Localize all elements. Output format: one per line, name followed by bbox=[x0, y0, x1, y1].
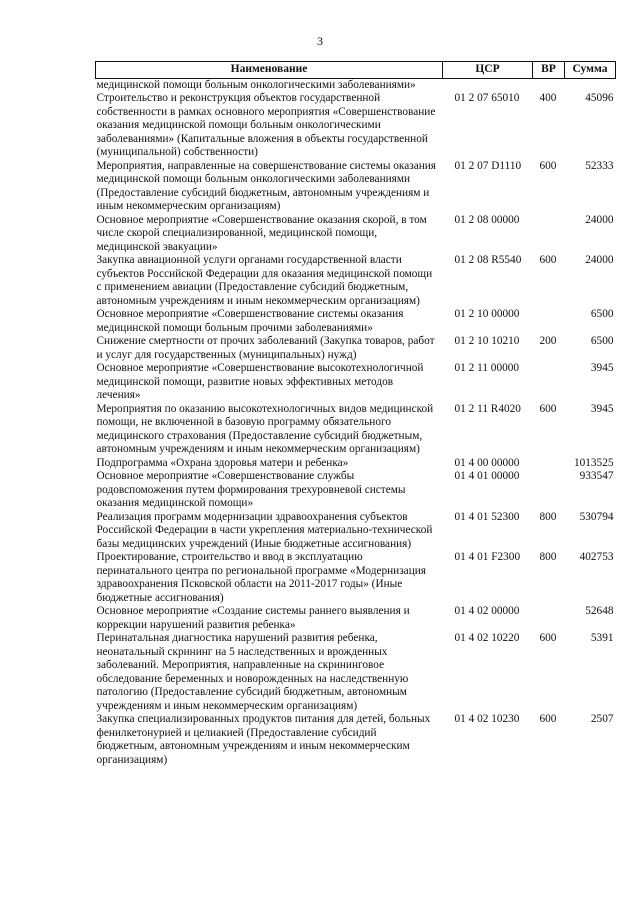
cell-code: 01 2 10 10210 bbox=[454, 335, 520, 347]
header-sum: Сумма bbox=[565, 62, 616, 79]
cell-code: 01 2 07 65010 bbox=[454, 92, 520, 104]
cell-sum: 933547 bbox=[579, 470, 614, 482]
cell-vr bbox=[533, 605, 565, 632]
cell-vr bbox=[533, 214, 565, 255]
cell-name: Основное мероприятие «Совершенствование системы оказания медицинской помощи больным прочими заболеваниями» bbox=[96, 308, 404, 334]
cell-code: 01 4 01 F2300 bbox=[454, 551, 521, 563]
cell-name: Проектирование, строительство и ввод в эксплуатацию перинатального центра по региональной программе «Модернизация здравоохранения Псковской области на 2011-2017 годы» (Иные бюджетные ассигнования) bbox=[96, 551, 426, 604]
cell-code: 01 2 11 R4020 bbox=[454, 402, 521, 415]
cell-code: 01 4 02 10230 bbox=[454, 713, 520, 725]
table-row bbox=[96, 78, 616, 92]
cell-code: 01 2 08 00000 bbox=[454, 213, 520, 226]
header-vr: ВР bbox=[533, 62, 565, 79]
table-row bbox=[96, 470, 616, 511]
cell-name: Снижение смертности от прочих заболеваний (Закупка товаров, работ и услуг для государственных (муниципальных) нужд) bbox=[96, 335, 435, 361]
table-header-row bbox=[96, 62, 616, 79]
cell-vr: 800 bbox=[539, 510, 557, 523]
table-row bbox=[96, 254, 616, 308]
cell-sum: 52333 bbox=[585, 159, 614, 172]
cell-code: 01 2 08 R5540 bbox=[454, 254, 522, 266]
table-row bbox=[96, 403, 616, 457]
cell-code: 01 4 01 52300 bbox=[454, 510, 520, 523]
cell-code: 01 2 07 D1110 bbox=[454, 159, 522, 172]
cell-code: 01 2 11 00000 bbox=[454, 362, 520, 374]
cell-code: 01 4 00 00000 bbox=[454, 456, 520, 469]
cell-name: Закупка авиационной услуги органами государственной власти субъектов Российской Федерации для оказания медицинской помощи с применением авиации (Предоставление субсидий бюджетным, автономным учреждениям и иным некоммерческим организациям) bbox=[96, 254, 433, 307]
cell-vr bbox=[533, 457, 565, 471]
table-row bbox=[96, 632, 616, 713]
cell-name: Основное мероприятие «Создание системы раннего выявления и коррекции нарушений развития ребенка» bbox=[96, 605, 410, 631]
header-code: ЦСР bbox=[443, 62, 533, 79]
cell-sum: 45096 bbox=[585, 92, 614, 104]
cell-vr: 600 bbox=[539, 632, 557, 644]
table-row bbox=[96, 362, 616, 403]
table-row bbox=[96, 457, 616, 471]
cell-sum: 3945 bbox=[590, 362, 614, 374]
cell-sum: 402753 bbox=[579, 551, 614, 563]
table-row bbox=[96, 551, 616, 605]
table-row bbox=[96, 160, 616, 214]
cell-vr: 400 bbox=[539, 92, 557, 104]
budget-table bbox=[95, 61, 616, 767]
cell-name: медицинской помощи больным онкологическими заболеваниями» bbox=[96, 78, 416, 91]
cell-sum: 2507 bbox=[590, 713, 614, 725]
cell-sum: 6500 bbox=[590, 308, 614, 320]
cell-sum: 6500 bbox=[590, 335, 614, 347]
cell-code: 01 4 01 00000 bbox=[454, 470, 520, 482]
cell-name: Перинатальная диагностика нарушений развития ребенка, неонатальный скрининг на 5 наследственных и врожденных заболеваний. Мероприятия, направленные на скрининговое обследование беременных и новорожденных на наследственную патологию (Предоставление субсидий бюджетным, автономным учреждениям и иным некоммерческим организациям) bbox=[96, 632, 409, 712]
cell-sum: 3945 bbox=[590, 402, 614, 415]
cell-sum: 24000 bbox=[585, 213, 614, 226]
cell-sum: 52648 bbox=[585, 605, 614, 617]
cell-vr bbox=[533, 470, 565, 511]
cell-sum bbox=[565, 78, 616, 92]
cell-vr: 600 bbox=[539, 254, 557, 266]
table-row bbox=[96, 713, 616, 767]
cell-code: 01 2 10 00000 bbox=[454, 308, 520, 320]
table-row bbox=[96, 308, 616, 335]
cell-name: Основное мероприятие «Совершенствование высокотехнологичной медицинской помощи, развитие новых эффективных методов лечения» bbox=[96, 362, 424, 401]
cell-name: Мероприятия, направленные на совершенствование системы оказания медицинской помощи больным онкологическими заболеваниями (Предоставление субсидий бюджетным, автономным учреждениям и иным некоммерческим организациям) bbox=[96, 159, 436, 212]
cell-vr: 800 bbox=[539, 551, 557, 563]
cell-vr bbox=[533, 78, 565, 92]
cell-sum: 530794 bbox=[579, 510, 614, 523]
cell-sum: 1013525 bbox=[573, 456, 614, 469]
cell-vr: 600 bbox=[539, 402, 557, 415]
cell-code: 01 4 02 10220 bbox=[454, 632, 520, 644]
cell-sum: 24000 bbox=[585, 254, 614, 266]
cell-code: 01 4 02 00000 bbox=[454, 605, 520, 617]
cell-vr: 200 bbox=[539, 335, 557, 347]
table-row bbox=[96, 605, 616, 632]
cell-code bbox=[443, 78, 533, 92]
cell-sum: 5391 bbox=[590, 632, 614, 644]
table-row bbox=[96, 511, 616, 552]
header-name: Наименование bbox=[96, 62, 443, 79]
table-row bbox=[96, 335, 616, 362]
table-row bbox=[96, 214, 616, 255]
cell-name: Основное мероприятие «Совершенствование службы родовспоможения путем формирования трехуровневой системы оказания медицинской помощи» bbox=[96, 470, 406, 509]
page-number: 3 bbox=[317, 34, 323, 48]
table-row bbox=[96, 92, 616, 160]
table-body bbox=[96, 78, 616, 767]
cell-name: Основное мероприятие «Совершенствование оказания скорой, в том числе скорой специализированной, медицинской помощи, медицинской эвакуации» bbox=[96, 213, 427, 253]
cell-vr: 600 bbox=[539, 713, 557, 725]
cell-name: Строительство и реконструкция объектов государственной собственности в рамках основного мероприятия «Совершенствование оказания медицинской помощи больным онкологическими заболеваниями» (Капитальные вложения в объекты государственной (муниципальной) собственности) bbox=[96, 92, 436, 158]
cell-name: Подпрограмма «Охрана здоровья матери и ребенка» bbox=[96, 456, 349, 469]
cell-name: Реализация программ модернизации здравоохранения субъектов Российской Федерации в части укрепления материально-технической базы медицинских учреждений (Иные бюджетные ассигнования) bbox=[96, 510, 433, 550]
cell-vr bbox=[533, 308, 565, 335]
cell-vr: 600 bbox=[539, 159, 557, 172]
cell-name: Мероприятия по оказанию высокотехнологичных видов медицинской помощи, не включенной в базовую программу обязательного медицинского страхования (Предоставление субсидий бюджетным, автономным учреждениям и иным некоммерческим организациям) bbox=[96, 402, 434, 455]
cell-vr bbox=[533, 362, 565, 403]
cell-name: Закупка специализированных продуктов питания для детей, больных фенилкетонурией и целиакией (Предоставление субсидий бюджетным, автономным учреждениям и иным некоммерческим организациям) bbox=[96, 713, 431, 766]
